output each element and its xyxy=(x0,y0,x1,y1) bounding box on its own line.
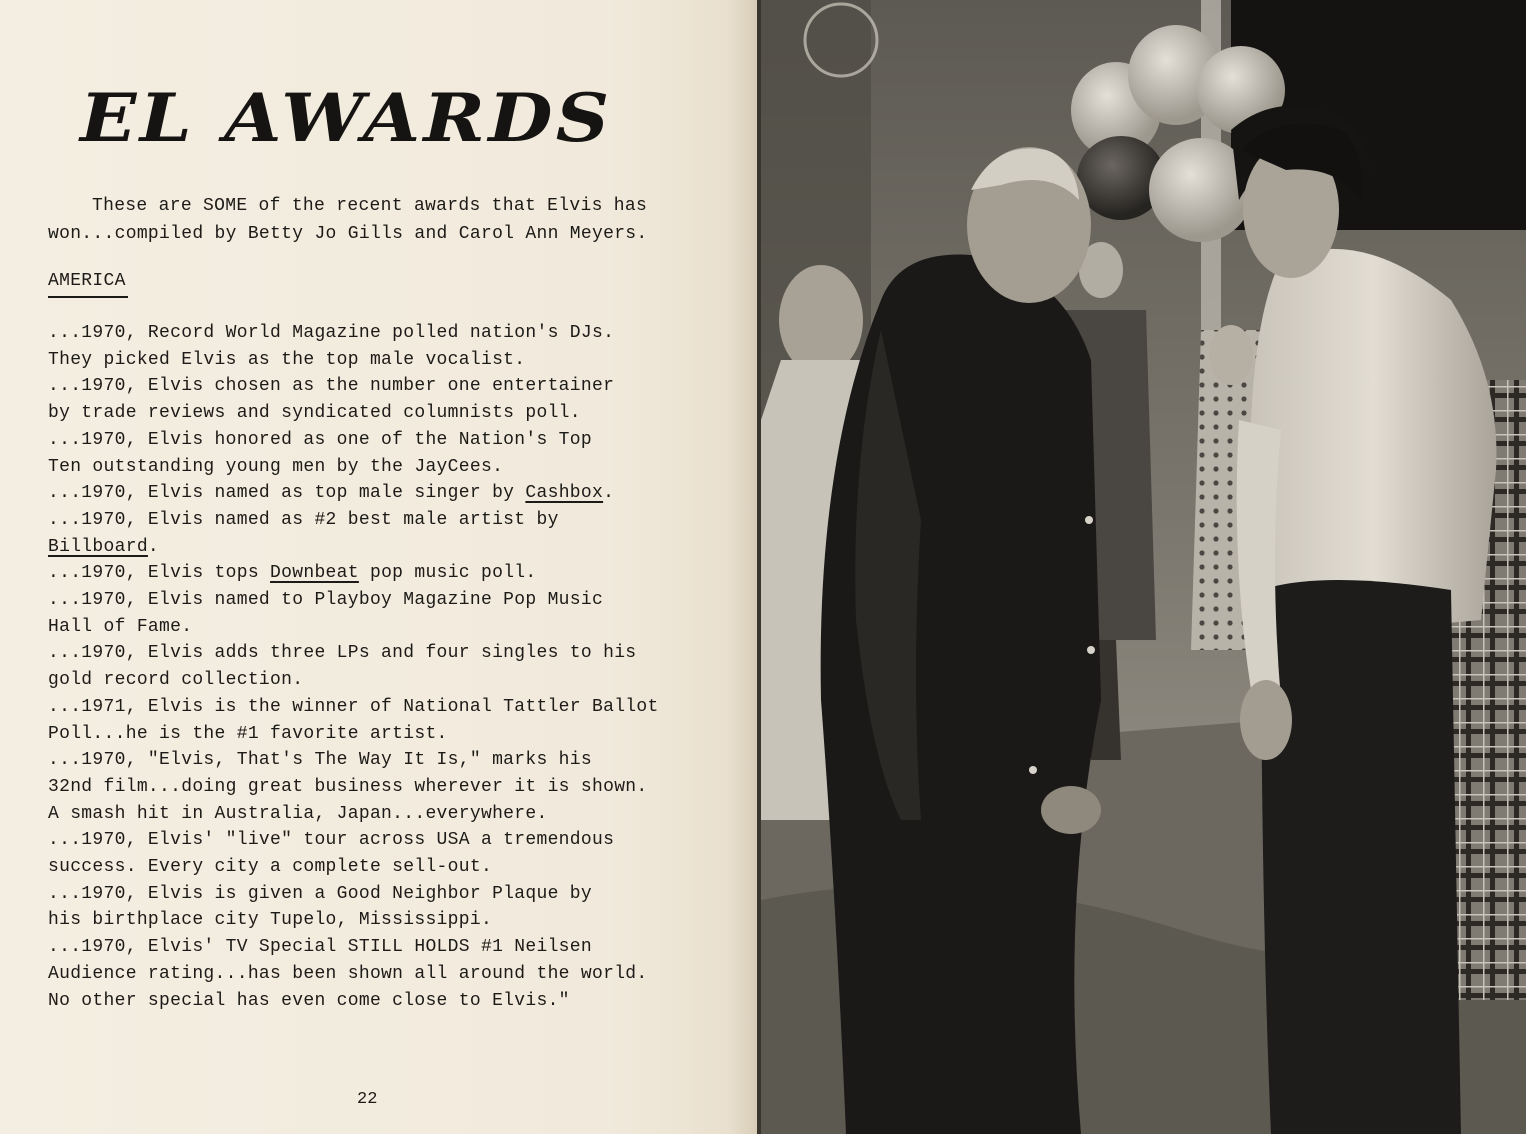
award-line: his birthplace city Tupelo, Mississippi. xyxy=(48,910,493,931)
award-item xyxy=(48,827,713,880)
publication-name: Cashbox xyxy=(525,483,604,504)
award-line: by trade reviews and syndicated columnists poll. xyxy=(48,403,581,424)
award-item xyxy=(48,427,713,480)
award-line: A smash hit in Australia, Japan...everywhere. xyxy=(48,803,548,824)
award-line: ...1970, Elvis named to Playboy Magazine Pop Music xyxy=(48,590,604,611)
award-item xyxy=(48,373,713,426)
publication-name: Billboard xyxy=(48,536,148,557)
page-number: 22 xyxy=(357,1090,378,1109)
award-line: Ten outstanding young men by the JayCees. xyxy=(48,456,504,477)
award-line: gold record collection. xyxy=(48,670,304,691)
award-line: 32nd film...doing great business wherever it is shown. xyxy=(48,776,648,797)
awards-list xyxy=(48,320,713,1014)
award-line: ...1970, Record World Magazine polled nation's DJs. xyxy=(48,323,615,343)
award-line: Poll...he is the #1 favorite artist. xyxy=(48,723,448,744)
award-line: ...1970, Elvis adds three LPs and four singles to his xyxy=(48,643,637,664)
award-item xyxy=(48,694,713,747)
award-item xyxy=(48,480,713,507)
award-text: . xyxy=(147,536,160,557)
award-line xyxy=(48,534,713,561)
award-line: They picked Elvis as the top male vocalist. xyxy=(48,349,526,370)
section-title-america: AMERICA xyxy=(48,268,128,298)
award-line: ...1970, "Elvis, That's The Way It Is," marks his xyxy=(48,750,592,771)
award-line: ...1970, Elvis named as #2 best male artist by xyxy=(48,509,559,530)
award-text: ...1970, Elvis named as top male singer by xyxy=(48,483,526,504)
award-line xyxy=(48,560,713,587)
award-line: ...1971, Elvis is the winner of National Tattler Ballot xyxy=(48,696,659,717)
award-item xyxy=(48,640,713,693)
award-line: No other special has even come close to Elvis." xyxy=(48,990,570,1011)
award-line: ...1970, Elvis is given a Good Neighbor Plaque by xyxy=(48,883,592,904)
award-text: pop music poll. xyxy=(358,563,537,584)
award-item xyxy=(48,320,713,373)
award-line: ...1970, Elvis chosen as the number one entertainer xyxy=(48,376,615,397)
article-body xyxy=(48,192,713,1014)
award-item xyxy=(48,560,713,587)
award-item xyxy=(48,881,713,934)
award-text: ...1970, Elvis tops xyxy=(48,563,271,584)
intro-paragraph: These are SOME of the recent awards that Elvis has won...compiled by Betty Jo Gills and Carol Ann Meyers. xyxy=(48,196,648,244)
award-line: ...1970, Elvis' "live" tour across USA a tremendous xyxy=(48,830,615,851)
award-item xyxy=(48,587,713,640)
award-line: ...1970, Elvis honored as one of the Nation's Top xyxy=(48,429,592,450)
award-line: Hall of Fame. xyxy=(48,616,193,637)
photo-page xyxy=(761,0,1526,1134)
award-line xyxy=(48,480,713,507)
award-line: success. Every city a complete sell-out. xyxy=(48,857,493,878)
publication-name: Downbeat xyxy=(270,563,359,584)
award-text: . xyxy=(603,483,615,504)
award-item xyxy=(48,747,713,827)
text-page xyxy=(0,0,757,1134)
award-line: ...1970, Elvis' TV Special STILL HOLDS #1 Neilsen xyxy=(48,937,592,958)
page-heading: EL AWARDS xyxy=(80,79,613,157)
award-line: Audience rating...has been shown all around the world. xyxy=(48,963,648,984)
award-item xyxy=(48,934,713,1014)
photograph xyxy=(761,0,1526,1134)
award-item xyxy=(48,507,713,560)
